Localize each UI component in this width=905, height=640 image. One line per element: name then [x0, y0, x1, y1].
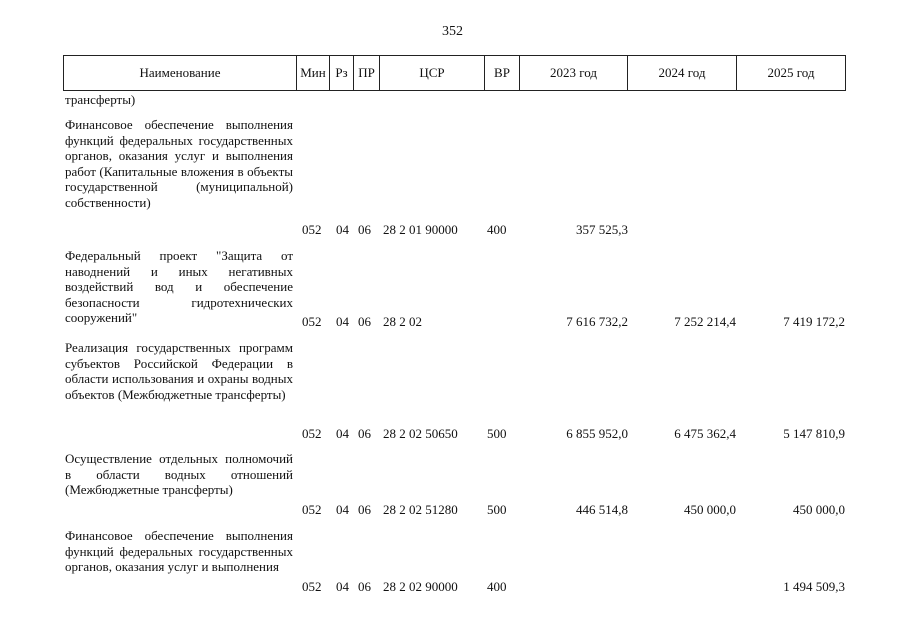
header-2023: 2023 год: [520, 56, 628, 90]
header-vr: ВР: [485, 56, 520, 90]
row-2024: 450 000,0: [684, 502, 736, 517]
row-min: 052: [302, 426, 322, 441]
row-rz: 04: [336, 579, 349, 594]
row-rz: 04: [336, 314, 349, 329]
row-pr: 06: [358, 579, 371, 594]
row-2024: 7 252 214,4: [674, 314, 736, 329]
row-rz: 04: [336, 426, 349, 441]
row-2025: 450 000,0: [793, 502, 845, 517]
row-vr: 400: [487, 222, 507, 237]
row-csr: 28 2 02 50650: [383, 426, 458, 441]
row-2025: 7 419 172,2: [783, 314, 845, 329]
row-2023: 6 855 952,0: [566, 426, 628, 441]
row-pr: 06: [358, 502, 371, 517]
row-vr: 500: [487, 502, 507, 517]
row-min: 052: [302, 579, 322, 594]
table-row: [63, 340, 846, 443]
header-csr: ЦСР: [380, 56, 485, 90]
row-2025: 5 147 810,9: [783, 426, 845, 441]
row-pr: 06: [358, 222, 371, 237]
row-2024: 6 475 362,4: [674, 426, 736, 441]
row-csr: 28 2 01 90000: [383, 222, 458, 237]
header-rz: Рз: [330, 56, 354, 90]
row-name: Финансовое обеспечение выполнения функций федеральных государственных органов, оказания услуг и выполнения работ (Капитальные вложения в объекты государственной (муниципальной) собственности): [65, 117, 293, 210]
row-name: Реализация государственных программ субъектов Российской Федерации в области использования и охраны водных объектов (Межбюджетные трансферты): [65, 340, 293, 402]
row-2023: 7 616 732,2: [566, 314, 628, 329]
row-csr: 28 2 02 51280: [383, 502, 458, 517]
row-rz: 04: [336, 502, 349, 517]
header-2024: 2024 год: [628, 56, 737, 90]
row-vr: 500: [487, 426, 507, 441]
table-row: [63, 248, 846, 333]
row-csr: 28 2 02: [383, 314, 422, 329]
row-pr: 06: [358, 426, 371, 441]
row-min: 052: [302, 314, 322, 329]
row-name: Финансовое обеспечение выполнения функций федеральных государственных органов, оказания услуг и выполнения: [65, 528, 293, 575]
row-csr: 28 2 02 90000: [383, 579, 458, 594]
table-row: [63, 528, 846, 598]
row-2025: 1 494 509,3: [783, 579, 845, 594]
row-rz: 04: [336, 222, 349, 237]
table-row: [63, 117, 846, 242]
row-2023: 446 514,8: [576, 502, 628, 517]
table-header: [63, 55, 846, 91]
row-pr: 06: [358, 314, 371, 329]
header-name: Наименование: [64, 56, 297, 90]
row-min: 052: [302, 502, 322, 517]
header-pr: ПР: [354, 56, 380, 90]
page-number: 352: [442, 24, 463, 39]
row-name: трансферты): [65, 92, 136, 107]
header-min: Мин: [297, 56, 330, 90]
table-row: [63, 451, 846, 521]
row-name: Федеральный проект "Защита от наводнений и иных негативных воздействий вод и обеспечение безопасности гидротехнических сооружений": [65, 248, 293, 326]
row-vr: 400: [487, 579, 507, 594]
row-2023: 357 525,3: [576, 222, 628, 237]
header-2025: 2025 год: [767, 65, 815, 80]
row-name: Осуществление отдельных полномочий в области водных отношений (Межбюджетные трансферты): [65, 451, 293, 498]
row-min: 052: [302, 222, 322, 237]
